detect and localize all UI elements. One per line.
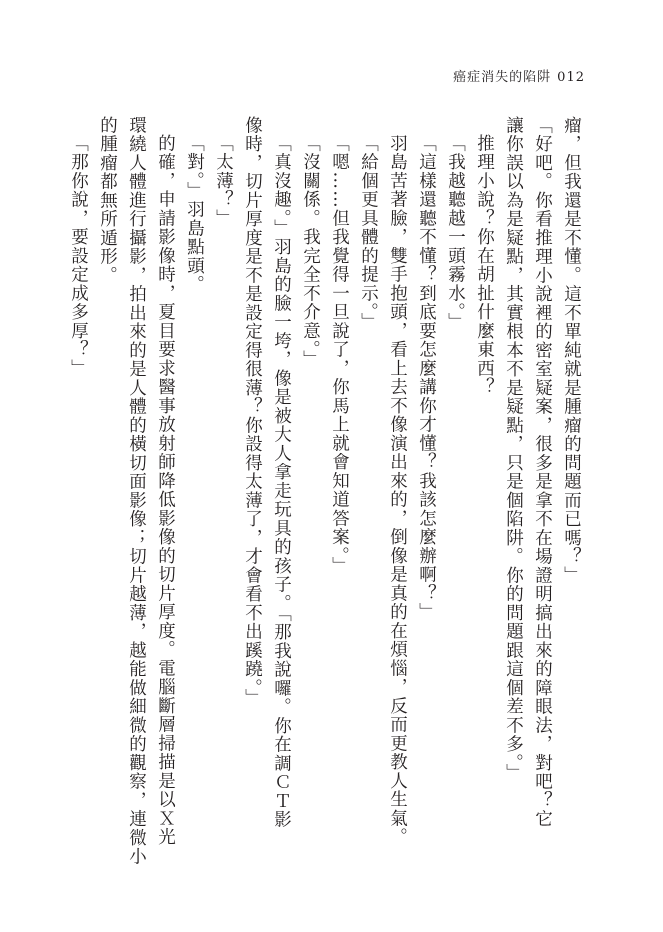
text-line: 「我越聽越一頭霧水。」: [445, 134, 466, 332]
text-line: 「給個更具體的提示。」: [358, 134, 379, 332]
text-line: 「好吧。你看推理小說裡的密室疑案，很多是拿不在場證明搞出來的障眼法，對吧？它: [532, 116, 553, 829]
text-line: 的腫瘤都無所遁形。: [97, 116, 118, 285]
text-line: 讓你誤以為是疑點，其實根本不是疑點，只是個陷阱。你的問題跟這個差不多。」: [503, 116, 524, 783]
running-header: [453, 66, 585, 85]
text-line: 像時，切片厚度是不是設定得很薄？你設得太薄了，才會看不出蹊蹺。」: [242, 116, 263, 708]
text-line: 羽島苦著臉，雙手抱頭，看上去不像演出來的，倒像是真的在煩惱，反而更教人生氣。: [387, 134, 408, 847]
text-line: 「真沒趣。」羽島的臉一垮，像是被大人拿走玩具的孩子。「那我說囉。你在調ＣＴ影: [271, 134, 292, 829]
text-line: 「嗯……但我覺得一旦說了，你馬上就會知道答案。」: [329, 134, 350, 576]
text-line: 「這樣還聽不懂？到底要怎麼講你才懂？我該怎麼辦啊？」: [416, 134, 437, 622]
text-line: 環繞人體進行攝影，拍出來的是人體的橫切面影像；切片越薄，越能做細微的觀察，連微小: [126, 116, 147, 866]
text-line: 「那你說，要設定成多厚？」: [68, 134, 89, 378]
text-line: 「太薄？」: [213, 134, 234, 228]
text-line: 「對。」羽島點頭。: [184, 134, 205, 294]
text-line: 推理小說？你在胡扯什麼東西？: [474, 134, 495, 397]
text-line: 的確，申請影像時，夏目要求醫事放射師降低影像的切片厚度。電腦斷層掃描是以Ｘ光: [155, 134, 176, 847]
page-number: 012: [557, 70, 585, 85]
text-line: 「沒關係。我完全不介意。」: [300, 134, 321, 369]
text-line: 瘤，但我還是不懂。這不單純就是腫瘤的問題而已嗎？」: [561, 116, 582, 585]
chapter-title: 癌症消失的陷阱: [453, 70, 552, 85]
